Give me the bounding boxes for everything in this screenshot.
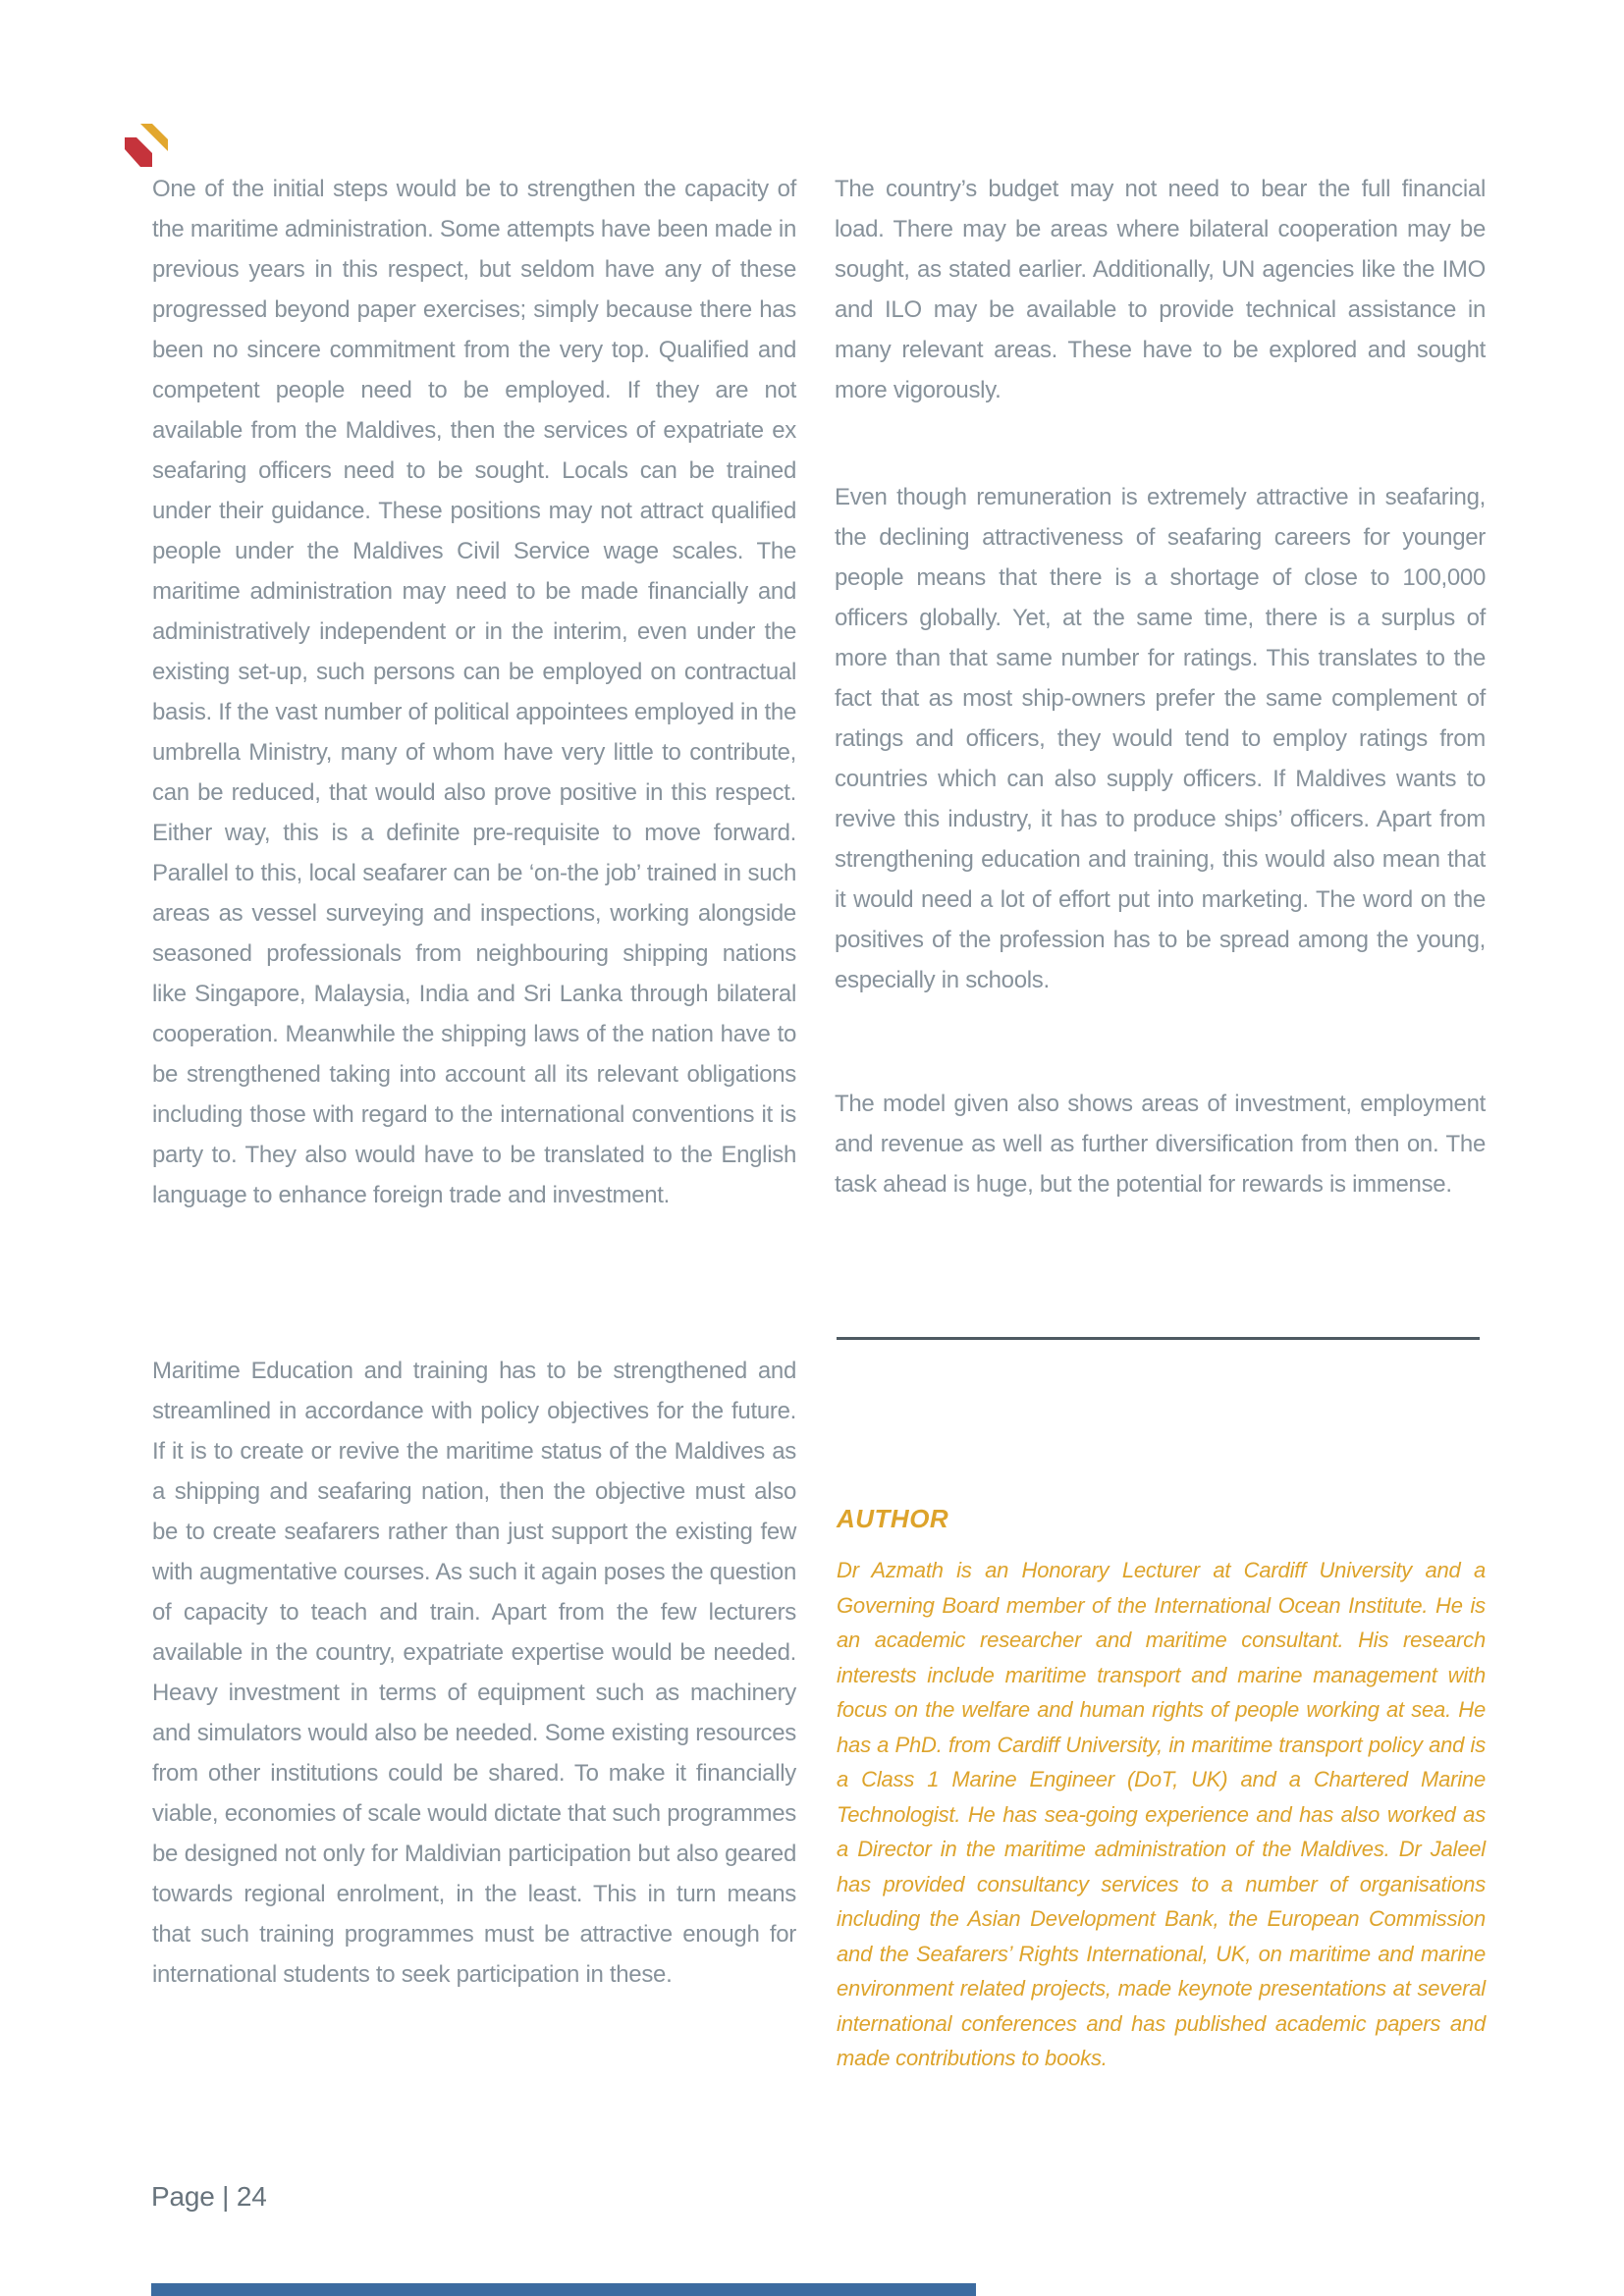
page-number-label: Page | 24: [151, 2181, 267, 2212]
corner-accent-icon: [125, 124, 168, 167]
body-paragraph: The model given also shows areas of investment, employment and revenue as well as further diversification from then on. The task ahead is huge, but the potential for rewards is immense.: [835, 1091, 1486, 1198]
body-paragraph: One of the initial steps would be to strengthen the capacity of the maritime administration. Some attempts have been made in previous years in this respect, but seldom have any of these progressed beyond paper exercises; simply because there has been no sincere commitment from the very top. Qualified and competent people need to be employed. If they are not available from the Maldives, then the services of expatriate ex seafaring officers need to be sought. Locals can be trained under their guidance. These positions may not attract qualified people under the Maldives Civil Service wage scales. The maritime administration may need to be made financially and administratively independent or in the interim, even under the existing set-up, such persons can be employed on contractual basis. If the vast number of political appointees employed in the umbrella Ministry, many of whom have very little to contribute, can be reduced, that would also prove positive in this respect. Either way, this is a definite pre-requisite to move forward. Parallel to this, local seafarer can be ‘on-the job’ trained in such areas as vessel surveying and inspections, working alongside seasoned professionals from neighbouring shipping nations like Singapore, Malaysia, India and Sri Lanka through bilateral cooperation. Meanwhile the shipping laws of the nation have to be strengthened taking into account all its relevant obligations including those with regard to the international conventions it is party to. They also would have to be translated to the English language to enhance foreign trade and investment.: [152, 176, 796, 1208]
footer-accent-bar: [151, 2283, 976, 2296]
author-heading: AUTHOR: [837, 1504, 949, 1533]
body-paragraph: Even though remuneration is extremely attractive in seafaring, the declining attractiveness of seafaring careers for younger people means that there is a shortage of close to 100,000 officers globally. Yet, at the same time, there is a surplus of more than that same number for ratings. This translates to the fact that as most ship-owners prefer the same complement of ratings and officers, they would tend to employ ratings from countries which can also supply officers. If Maldives wants to revive this industry, it has to produce ships’ officers. Apart from strengthening education and training, this would also mean that it would need a lot of effort put into marketing. The word on the positives of the profession has to be spread among the young, especially in schools.: [835, 484, 1486, 993]
body-paragraph: The country’s budget may not need to bear the full financial load. There may be areas where bilateral cooperation may be sought, as stated earlier. Additionally, UN agencies like the IMO and ILO may be available to provide technical assistance in many relevant areas. These have to be explored and sought more vigorously.: [835, 176, 1486, 403]
author-section-divider: [837, 1337, 1480, 1340]
corner-accent-red-stripe: [125, 137, 152, 167]
author-bio-text: Dr Azmath is an Honorary Lecturer at Cardiff University and a Governing Board member of the International Ocean Institute. He is an academic researcher and maritime consultant. His research interests include maritime transport and marine management with focus on the welfare and human rights of people working at sea. He has a PhD. from Cardiff University, in maritime transport policy and is a Class 1 Marine Engineer (DoT, UK) and a Chartered Marine Technologist. He has sea-going experience and has also worked as a Director in the maritime administration of the Maldives. Dr Jaleel has provided consultancy services to a number of organisations including the Asian Development Bank, the European Commission and the Seafarers’ Rights International, UK, on maritime and marine environment related projects, made keynote presentations at several international conferences and has published academic papers and made contributions to books.: [837, 1558, 1486, 2070]
body-paragraph: Maritime Education and training has to be strengthened and streamlined in accordance with policy objectives for the future. If it is to create or revive the maritime status of the Maldives as a shipping and seafaring nation, then the objective must also be to create seafarers rather than just support the existing few with augmentative courses. As such it again poses the question of capacity to teach and train. Apart from the few lecturers available in the country, expatriate expertise would be needed. Heavy investment in terms of equipment such as machinery and simulators would also be needed. Some existing resources from other institutions could be shared. To make it financially viable, economies of scale would dictate that such programmes be designed not only for Maldivian participation but also geared towards regional enrolment, in the least. This in turn means that such training programmes must be attractive enough for international students to seek participation in these.: [152, 1358, 796, 1988]
